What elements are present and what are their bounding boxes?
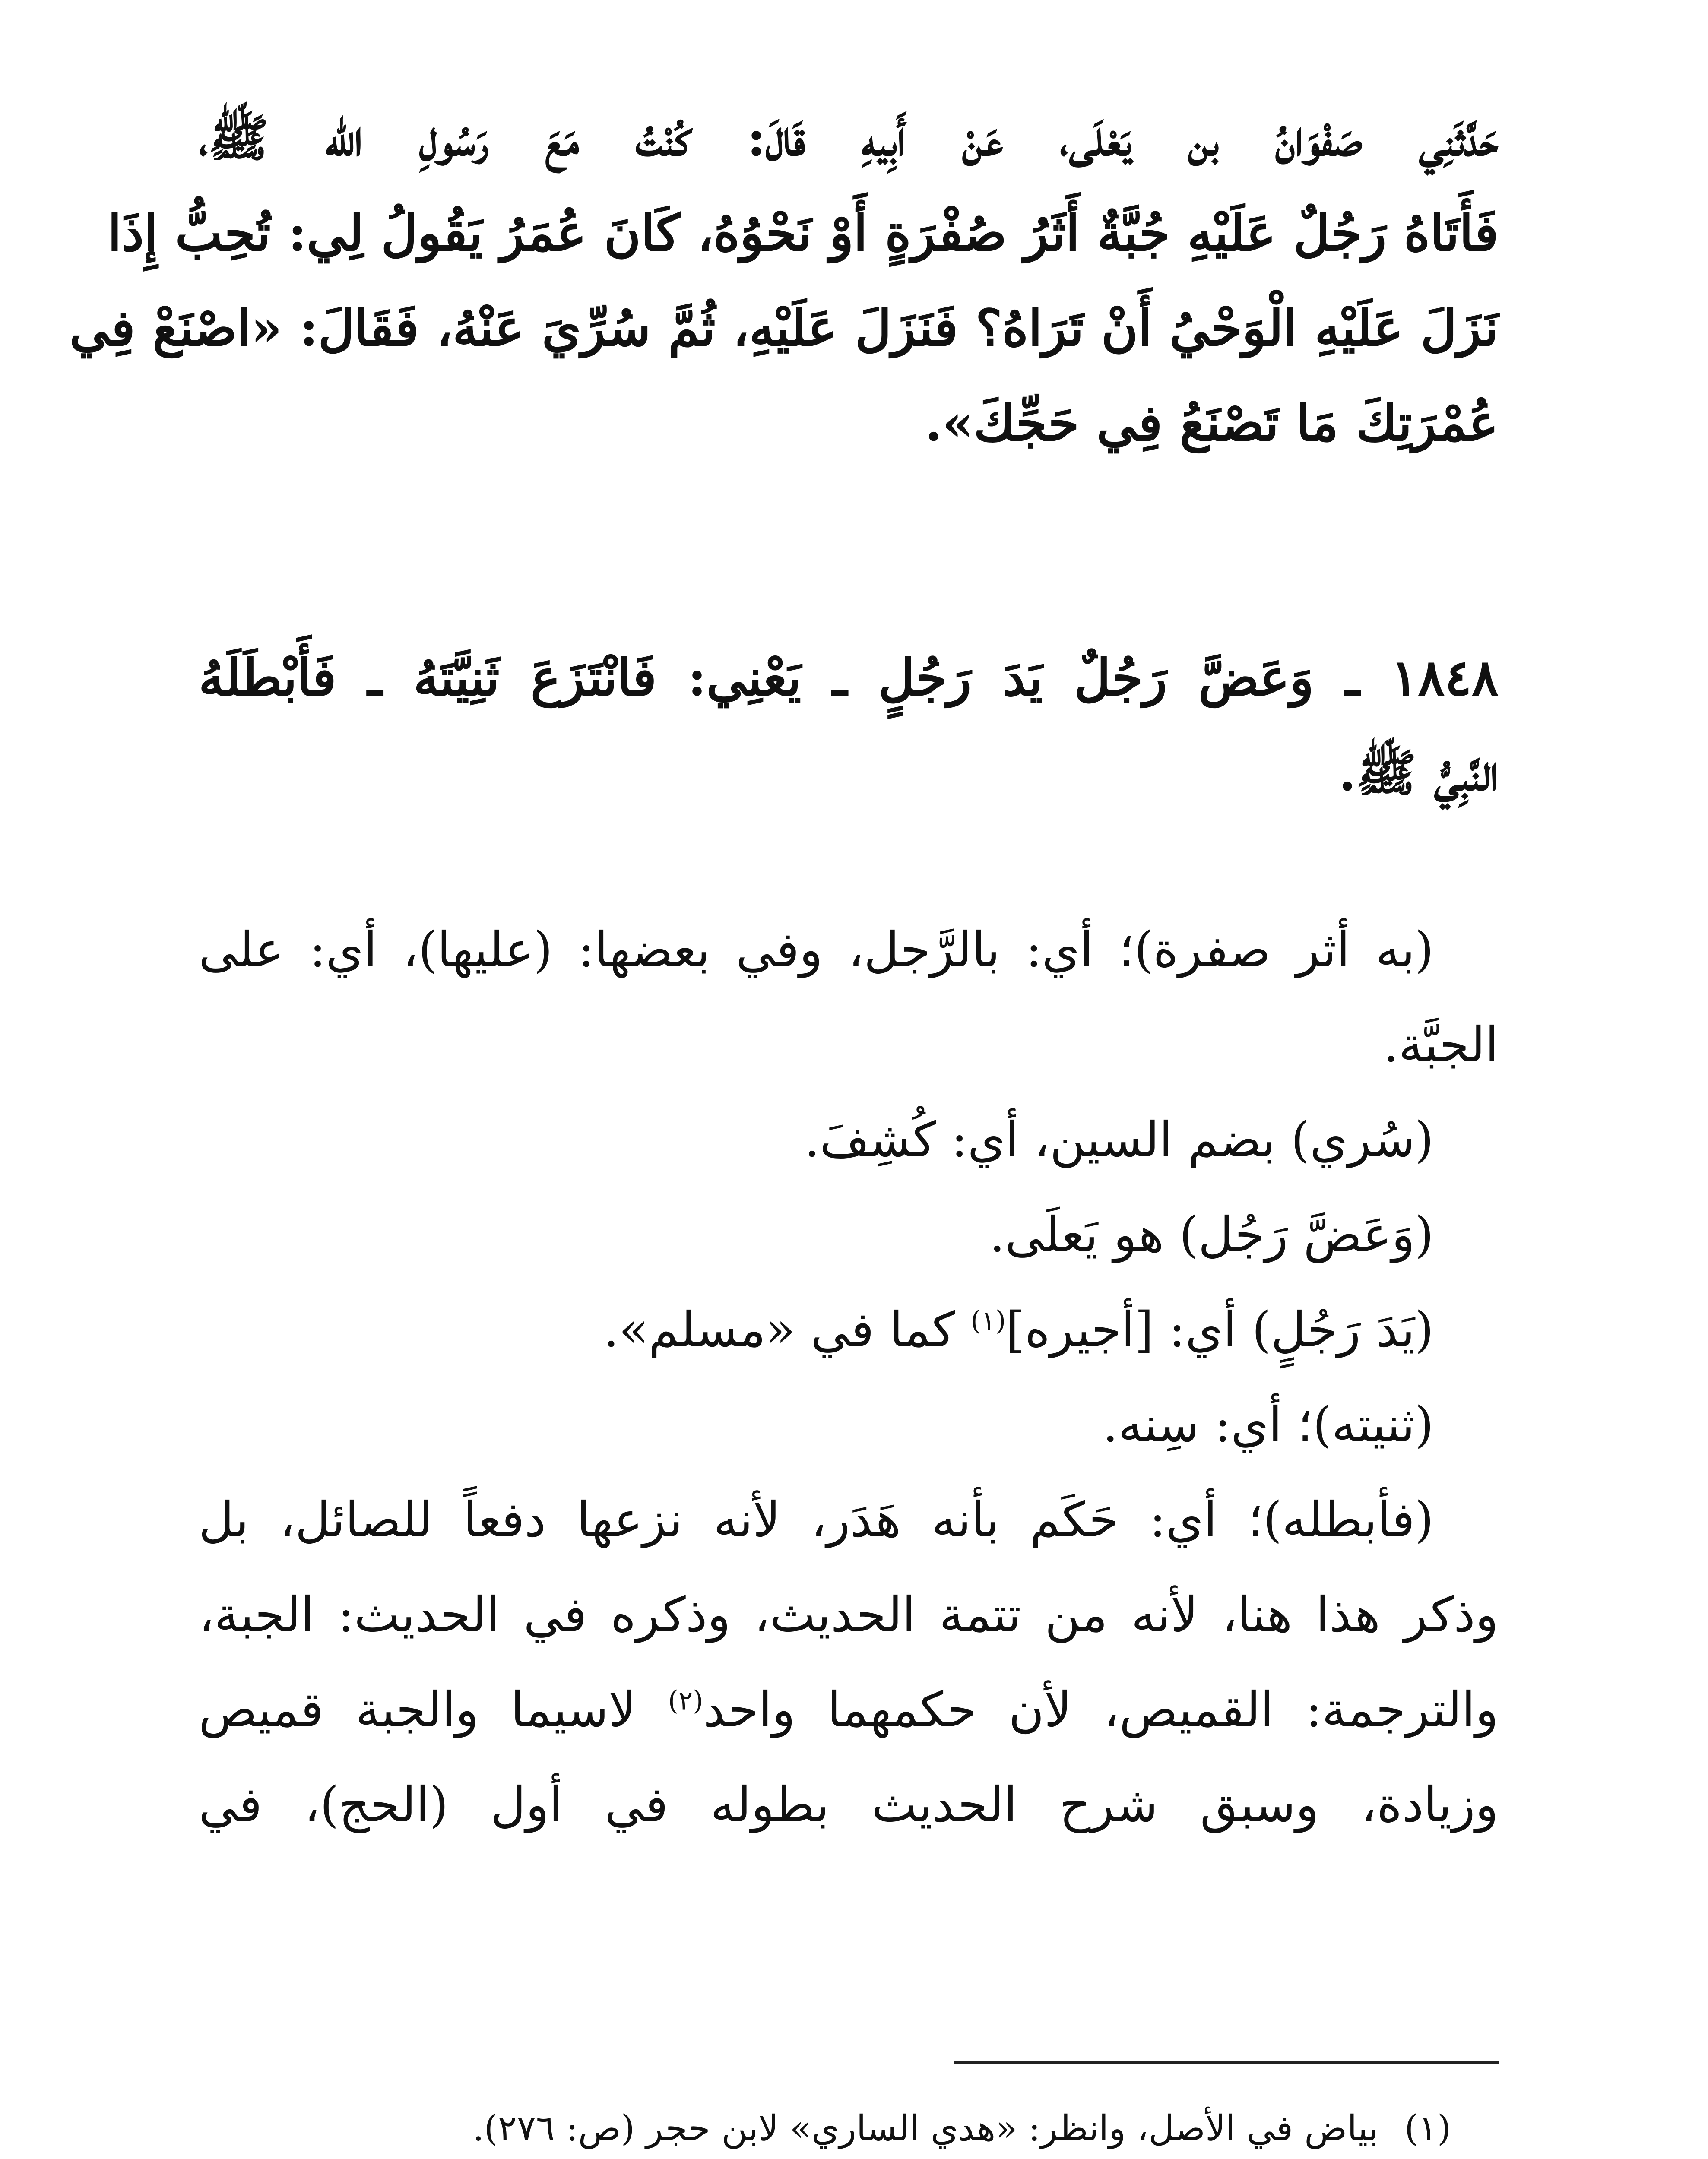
footnote-1-text: بياض في الأصل، وانظر: «هدي الساري» لابن حجر (ص: ٢٧٦). (472, 2108, 1378, 2149)
footnote-1-number: (١) (1404, 2108, 1451, 2149)
footnote-separator (954, 2061, 1499, 2064)
commentary-p6-line-3-text: والترجمة: القميص، لأن حكمهما واحد (703, 1682, 1499, 1738)
commentary-p6-line-1: (فأبطله)؛ أي: حَكَم بأنه هَدَر، لأنه نزعها دفعاً للصائل، بل (199, 1492, 1434, 1548)
commentary-p3: (وَعَضَّ رَجُل) هو يَعلَى. (989, 1207, 1434, 1263)
footnote-ref-2: (٢) (668, 1684, 703, 1716)
commentary (199, 922, 1499, 1878)
commentary-p6-line-4: وزيادة، وسبق شرح الحديث بطوله في أول (الحج)، في (199, 1777, 1499, 1833)
commentary-p1-line-2: الجبَّة. (1383, 1017, 1499, 1073)
commentary-p4-text: (يَدَ رَجُلٍ) أي: [أجيره] (1006, 1302, 1434, 1358)
hadith-1-line-3: نَزَلَ عَلَيْهِ الْوَحْيُ أَنْ تَرَاهُ؟ فَنَزَلَ عَلَيْهِ، ثُمَّ سُرِّيَ عَنْهُ، فَقَالَ: «اصْنَعْ فِي (69, 299, 1499, 358)
commentary-p6-line-3-text-2: لاسيما والجبة قميص (199, 1682, 668, 1738)
commentary-p1-line-1: (به أثر صفرة)؛ أي: بالرَّجل، وفي بعضها: (عليها)، أي: على (199, 922, 1434, 978)
hadith-1-line-4: عُمْرَتِكَ مَا تَصْنَعُ فِي حَجِّكَ». (925, 394, 1499, 453)
commentary-p2: (سُري) بضم السين، أي: كُشِفَ. (804, 1112, 1434, 1168)
hadith-1-line-1: حَدَّثَنِي صَفْوَانُ بن يَعْلَى، عَنْ أَبِيهِ قَالَ: كُنْتُ مَعَ رَسُولِ الله ﷺ، (199, 109, 1499, 168)
commentary-p4-text-2: كما في «مسلم». (603, 1302, 971, 1358)
hadith-1-line-2: فَأَتَاهُ رَجُلٌ عَلَيْهِ جُبَّةٌ أَثَرُ صُفْرَةٍ أَوْ نَحْوُهُ، كَانَ عُمَرُ يَقُولُ لِي: تُحِبُّ إِذَا (108, 204, 1499, 263)
commentary-p6-line-3 (199, 1682, 1499, 1783)
commentary-p5: (ثنيته)؛ أي: سِنه. (1103, 1397, 1434, 1453)
commentary-p6-line-2: وذكر هذا هنا، لأنه من تتمة الحديث، وذكره في الحديث: الجبة، (199, 1587, 1499, 1643)
commentary-p4 (199, 1302, 1499, 1403)
hadith-2-line-2: النَّبِيُّ ﷺ. (1338, 744, 1499, 802)
hadith-1 (69, 109, 1499, 497)
hadith-2 (199, 649, 1499, 846)
footnote-1 (199, 2107, 1451, 2150)
footnote-ref-1: (١) (970, 1304, 1006, 1336)
hadith-2-line-1: ١٨٤٨ ـ وَعَضَّ رَجُلٌ يَدَ رَجُلٍ ـ يَعْنِي: فَانْتَزَعَ ثَنِيَّتَهُ ـ فَأَبْطَلَهُ (199, 649, 1499, 707)
